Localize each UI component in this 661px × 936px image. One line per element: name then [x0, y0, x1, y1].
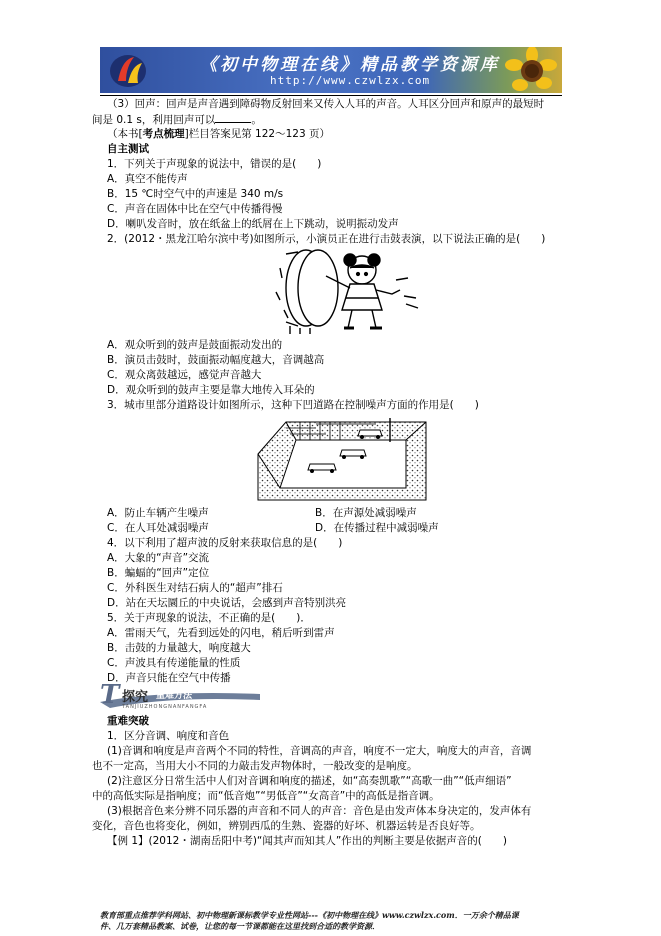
- echo-line-1: （3）回声：回声是声音遇到障碍物反射回来又传入人耳的声音。人耳区分回声和原声的最短时: [107, 98, 545, 110]
- question-3-option-a: A．防止车辆产生噪声: [107, 507, 209, 519]
- explore-banner-letter: T: [100, 680, 120, 710]
- site-logo-icon: [108, 51, 148, 89]
- question-5: 5．关于声现象的说法，不正确的是( )．: [107, 612, 311, 624]
- key-point-1-para-1b: 也不一定高，当用大小不同的力敲击发声物体时，一般改变的是响度。: [92, 760, 418, 772]
- question-5-option-b: B．击鼓的力量越大，响度越大: [107, 642, 251, 654]
- question-4-option-b: B．蝙蝠的“回声”定位: [107, 567, 210, 579]
- note-suffix: ]栏目答案见第 122～123 页）: [184, 128, 330, 140]
- footer-line-2: 件、几万套精品教案、试卷，让您的每一节课都能在这里找到合适的教学资源．: [100, 921, 380, 931]
- question-3-option-b: B．在声源处减弱噪声: [315, 507, 417, 519]
- key-point-1-title: 1．区分音调、响度和音色: [107, 730, 230, 742]
- drum-performer-figure: [266, 248, 426, 336]
- question-1-option-d: D．喇叭发音时，放在纸盆上的纸屑在上下跳动，说明振动发声: [107, 218, 399, 230]
- question-1-option-a: A．真空不能传声: [107, 173, 188, 185]
- question-3-option-c: C．在人耳处减弱噪声: [107, 522, 209, 534]
- question-2-option-a: A．观众听到的鼓声是鼓面振动发出的: [107, 339, 283, 351]
- question-2-option-d: D．观众听到的鼓声主要是靠大地传入耳朵的: [107, 384, 315, 396]
- question-5-option-c: C．声波具有传递能量的性质: [107, 657, 241, 669]
- key-point-1-para-3b: 变化，音色也将变化，例如，辨别西瓜的生熟、瓷器的好坏、机器运转是否良好等。: [92, 820, 481, 832]
- explore-banner-word: 探究: [122, 690, 149, 705]
- example-1: 【例 1】(2012・湖南岳阳中考)“闻其声而知其人”作出的判断主要是依据声音的( ): [107, 835, 508, 847]
- note-section-name: 考点梳理: [142, 128, 185, 140]
- key-point-1-para-1a: (1)音调和响度是声音两个不同的特性，音调高的声音，响度不一定大，响度大的声音，音调: [107, 745, 532, 757]
- echo-line-2-text: 间是 0.1 s，利用回声可以: [92, 114, 216, 126]
- header-banner: [100, 47, 562, 93]
- question-2-option-b: B．演员击鼓时，鼓面振动幅度越大，音调越高: [107, 354, 325, 366]
- note-prefix: （本书[: [107, 128, 143, 140]
- question-5-option-d: D．声音只能在空气中传播: [107, 672, 231, 684]
- question-1-option-c: C．声音在固体中比在空气中传播得慢: [107, 203, 283, 215]
- key-point-1-para-3a: (3)根据音色来分辨不同乐器的声音和不同人的声音：音色是由发声体本身决定的，发声体有: [107, 805, 532, 817]
- question-4-option-d: D．站在天坛圜丘的中央说话，会感到声音特别洪亮: [107, 597, 347, 609]
- echo-line-2-end: 。: [251, 114, 262, 126]
- footer-line-1: 教育部重点推荐学科网站、初中物理新课标教学专业性网站---《初中物理在线》www.czwlzx.com．一万余个精品课: [100, 910, 519, 920]
- site-title: 《初中物理在线》精品教学资源库: [200, 55, 500, 75]
- site-url[interactable]: http://www.czwlzx.com: [270, 74, 431, 87]
- self-test-heading: 自主测试: [107, 143, 149, 155]
- header-rule: [100, 95, 562, 96]
- page-footer: [100, 910, 570, 932]
- explore-banner-pinyin: TANJIUZHONGNANFANGFA: [122, 704, 208, 710]
- key-point-1-para-2a: (2)注意区分日常生活中人们对音调和响度的描述，如“高奏凯歌”“高歌一曲”“低声细语”: [107, 775, 512, 787]
- question-5-option-a: A．雷雨天气，先看到远处的闪电，稍后听到雷声: [107, 627, 335, 639]
- key-point-1-para-2b: 中的高低实际是指响度；而“低音炮”“男低音”“女高音”中的高低是指音调。: [92, 790, 440, 802]
- question-2: 2．(2012・黑龙江哈尔滨中考)如图所示，小演员正在进行击鼓表演，以下说法正确的是( ): [107, 233, 546, 245]
- sunken-road-figure: [256, 414, 428, 502]
- question-1-option-b: B．15 ℃时空气中的声速是 340 m/s: [107, 188, 284, 200]
- question-2-option-c: C．观众离鼓越远，感觉声音越大: [107, 369, 262, 381]
- question-4-option-c: C．外科医生对结石病人的“超声”排石: [107, 582, 283, 594]
- echo-line-2: [92, 112, 262, 127]
- sunflower-icon: [490, 47, 560, 93]
- question-4: 4．以下利用了超声波的反射来获取信息的是( ): [107, 537, 343, 549]
- question-3: 3．城市里部分道路设计如图所示，这种下凹道路在控制噪声方面的作用是( ): [107, 399, 479, 411]
- explore-banner-subtitle: 重难方法: [156, 691, 193, 701]
- explore-section-banner: [100, 680, 260, 714]
- echo-answer-blank: [215, 112, 251, 123]
- answer-reference-note: [107, 127, 330, 141]
- question-4-option-a: A．大象的“声音”交流: [107, 552, 210, 564]
- question-1: 1．下列关于声现象的说法中，错误的是( ): [107, 158, 322, 170]
- key-points-heading: 重难突破: [107, 715, 149, 727]
- question-3-option-d: D．在传播过程中减弱噪声: [315, 522, 439, 534]
